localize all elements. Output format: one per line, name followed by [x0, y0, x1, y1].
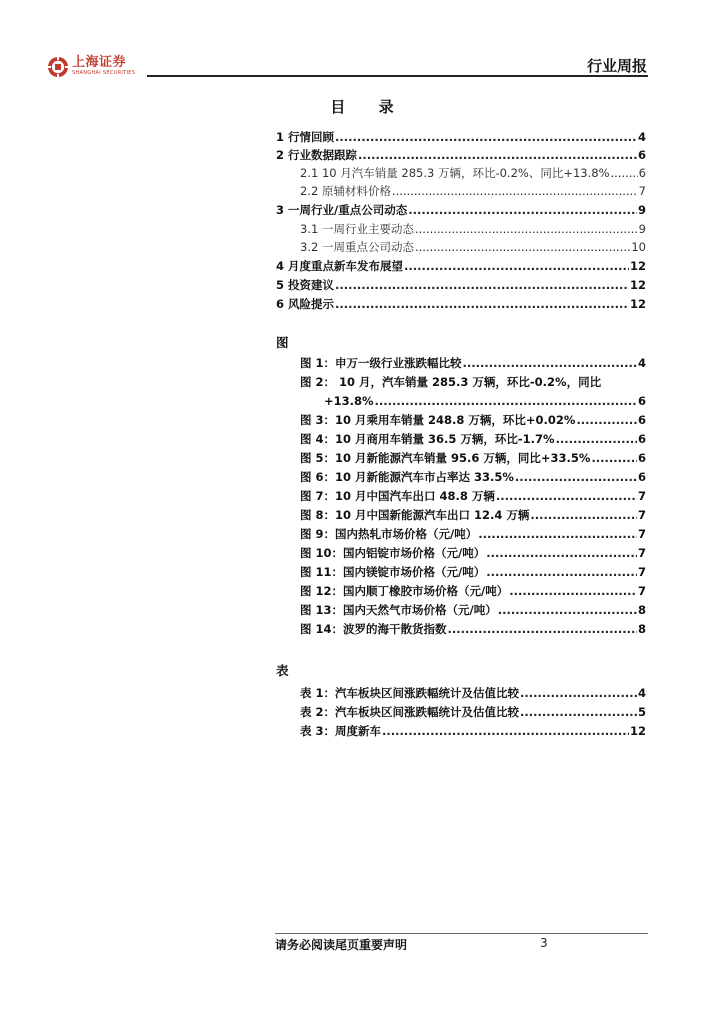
leader-dots: [530, 506, 637, 524]
leader-dots: [448, 620, 637, 638]
figure-entry-label: 图 9：国内热轧市场价格（元/吨）: [300, 527, 478, 541]
figure-entry-label: 图 13：国内天然气市场价格（元/吨）: [300, 603, 497, 617]
figure-entry-page: 8: [637, 603, 646, 617]
leader-dots: [404, 257, 629, 275]
figure-entry-page: 6: [637, 451, 646, 465]
figure-entry-line1[interactable]: [300, 373, 646, 391]
figure-entry-label-continued: +13.8%: [324, 394, 374, 408]
leader-dots: [556, 430, 637, 448]
logo-seal-icon: [47, 56, 69, 78]
page-header: [0, 0, 724, 80]
report-type-label: 行业周报: [586, 57, 647, 75]
toc-entry-page: 9: [638, 222, 646, 236]
toc-entry-label: 2.1 10 月汽车销量 285.3 万辆，环比-0.2%、同比+13.8%: [300, 166, 610, 180]
leader-dots: [591, 449, 637, 467]
toc-entry-label: 2 行业数据跟踪: [276, 148, 358, 162]
table-entry-label: 表 3：周度新车: [300, 724, 382, 738]
company-logo: [47, 56, 135, 82]
figure-entry-page: 6: [637, 470, 646, 484]
figure-entry-label: 图 14：波罗的海干散货指数: [300, 622, 447, 636]
toc-entry-label: 6 风险提示: [276, 297, 335, 311]
toc-entry-page: 9: [637, 203, 646, 217]
figure-entry-label: 图 11：国内镁锭市场价格（元/吨）: [300, 565, 486, 579]
toc-entry[interactable]: [276, 257, 646, 275]
table-entry[interactable]: [300, 722, 646, 740]
leader-dots: [335, 276, 629, 294]
toc-entry-label: 3.2 一周重点公司动态: [300, 240, 414, 254]
figure-entry-page: 7: [637, 565, 646, 579]
figure-entry-label: 图 7：10 月中国汽车出口 48.8 万辆: [300, 489, 495, 503]
leader-dots: [486, 544, 637, 562]
figure-entry-page: 7: [637, 508, 646, 522]
leader-dots: [335, 295, 629, 313]
figure-entry-page: 8: [637, 622, 646, 636]
table-entry-label: 表 2：汽车板块区间涨跌幅统计及估值比较: [300, 705, 520, 719]
toc-entry-label: 3.1 一周行业主要动态: [300, 222, 414, 236]
figure-entry-page: 7: [637, 546, 646, 560]
figure-entry-label: 图 1：申万一级行业涨跌幅比较: [300, 356, 462, 370]
leader-dots: [576, 411, 637, 429]
toc-entry-label: 4 月度重点新车发布展望: [276, 259, 404, 273]
figure-entry-label: 图 4：10 月商用车销量 36.5 万辆，环比-1.7%: [300, 432, 555, 446]
toc-entry[interactable]: [276, 276, 646, 294]
figure-entry[interactable]: [300, 582, 646, 600]
figures-heading: 图: [276, 335, 289, 350]
figure-entry-page: 6: [637, 432, 646, 446]
figure-entry-label: 图 5：10 月新能源汽车销量 95.6 万辆，同比+33.5%: [300, 451, 591, 465]
leader-dots: [358, 146, 637, 164]
leader-dots: [515, 468, 637, 486]
footer-disclaimer: 请务必阅读尾页重要声明: [275, 938, 408, 952]
leader-dots: [392, 182, 638, 200]
leader-dots: [498, 601, 637, 619]
figure-entry-label: 图 10：国内铝锭市场价格（元/吨）: [300, 546, 486, 560]
toc-title: 目 录: [330, 98, 408, 116]
leader-dots: [478, 525, 637, 543]
leader-dots: [408, 201, 637, 219]
figure-entry-page: 6: [637, 413, 646, 427]
figure-entry[interactable]: [300, 601, 646, 619]
leader-dots: [520, 684, 637, 702]
leader-dots: [486, 563, 637, 581]
toc-subentry[interactable]: [300, 220, 646, 238]
leader-dots: [382, 722, 629, 740]
toc-subentry[interactable]: [300, 182, 646, 200]
toc-entry-page: 4: [637, 130, 646, 144]
figure-entry-label: 图 12：国内顺丁橡胶市场价格（元/吨）: [300, 584, 509, 598]
leader-dots: [496, 487, 637, 505]
toc-entry-label: 2.2 原辅材料价格: [300, 184, 391, 198]
figure-entry[interactable]: [300, 506, 646, 524]
page-number: 3: [540, 936, 548, 950]
tables-heading: 表: [276, 663, 289, 678]
toc-entry[interactable]: [276, 201, 646, 219]
leader-dots: [375, 392, 637, 410]
figure-entry[interactable]: [300, 411, 646, 429]
toc-subentry[interactable]: [300, 164, 646, 182]
footer-divider: [275, 933, 648, 934]
toc-entry-page: 12: [629, 259, 646, 273]
figure-entry-page: 7: [637, 489, 646, 503]
figure-entry-label: 图 6：10 月新能源汽车市占率达 33.5%: [300, 470, 514, 484]
toc-entry-label: 1 行情回顾: [276, 130, 335, 144]
logo-english-name: SHANGHAI SECURITIES: [72, 70, 136, 76]
header-divider: [147, 75, 648, 77]
leader-dots: [415, 220, 638, 238]
table-entry-page: 5: [637, 705, 646, 719]
figure-entry[interactable]: [300, 620, 646, 638]
figure-entry-page: 6: [637, 394, 646, 408]
toc-entry[interactable]: [276, 128, 646, 146]
leader-dots: [415, 238, 630, 256]
figure-entry-page: 7: [637, 584, 646, 598]
logo-chinese-name: 上海证券: [72, 55, 127, 70]
leader-dots: [509, 582, 637, 600]
toc-entry-page: 6: [638, 166, 646, 180]
table-entry[interactable]: [300, 684, 646, 702]
figure-entry[interactable]: [300, 563, 646, 581]
toc-entry-page: 12: [629, 278, 646, 292]
toc-entry[interactable]: [276, 295, 646, 313]
toc-entry-page: 12: [629, 297, 646, 311]
leader-dots: [520, 703, 637, 721]
leader-dots: [335, 128, 637, 146]
figure-entry-label: 图 2： 10 月，汽车销量 285.3 万辆，环比-0.2%，同比: [300, 375, 602, 389]
figure-entry-page: 4: [637, 356, 646, 370]
toc-entry[interactable]: [276, 146, 646, 164]
figure-entry[interactable]: [300, 449, 646, 467]
leader-dots: [611, 164, 638, 182]
toc-entry-page: 7: [638, 184, 646, 198]
leader-dots: [463, 354, 637, 372]
toc-entry-page: 6: [637, 148, 646, 162]
figure-entry-line2[interactable]: [324, 392, 646, 410]
figure-entry[interactable]: [300, 354, 646, 372]
toc-entry-page: 10: [631, 240, 646, 254]
figure-entry[interactable]: [300, 525, 646, 543]
figure-entry-label: 图 3：10 月乘用车销量 248.8 万辆，环比+0.02%: [300, 413, 576, 427]
toc-entry-label: 5 投资建议: [276, 278, 335, 292]
table-entry-page: 12: [629, 724, 646, 738]
figure-entry-label: 图 8：10 月中国新能源汽车出口 12.4 万辆: [300, 508, 530, 522]
toc-entry-label: 3 一周行业/重点公司动态: [276, 203, 408, 217]
toc-subentry[interactable]: [300, 238, 646, 256]
figure-entry[interactable]: [300, 487, 646, 505]
figure-entry[interactable]: [300, 430, 646, 448]
figure-entry[interactable]: [300, 468, 646, 486]
table-entry-label: 表 1：汽车板块区间涨跌幅统计及估值比较: [300, 686, 520, 700]
figure-entry[interactable]: [300, 544, 646, 562]
table-entry-page: 4: [637, 686, 646, 700]
figure-entry-page: 7: [637, 527, 646, 541]
table-entry[interactable]: [300, 703, 646, 721]
